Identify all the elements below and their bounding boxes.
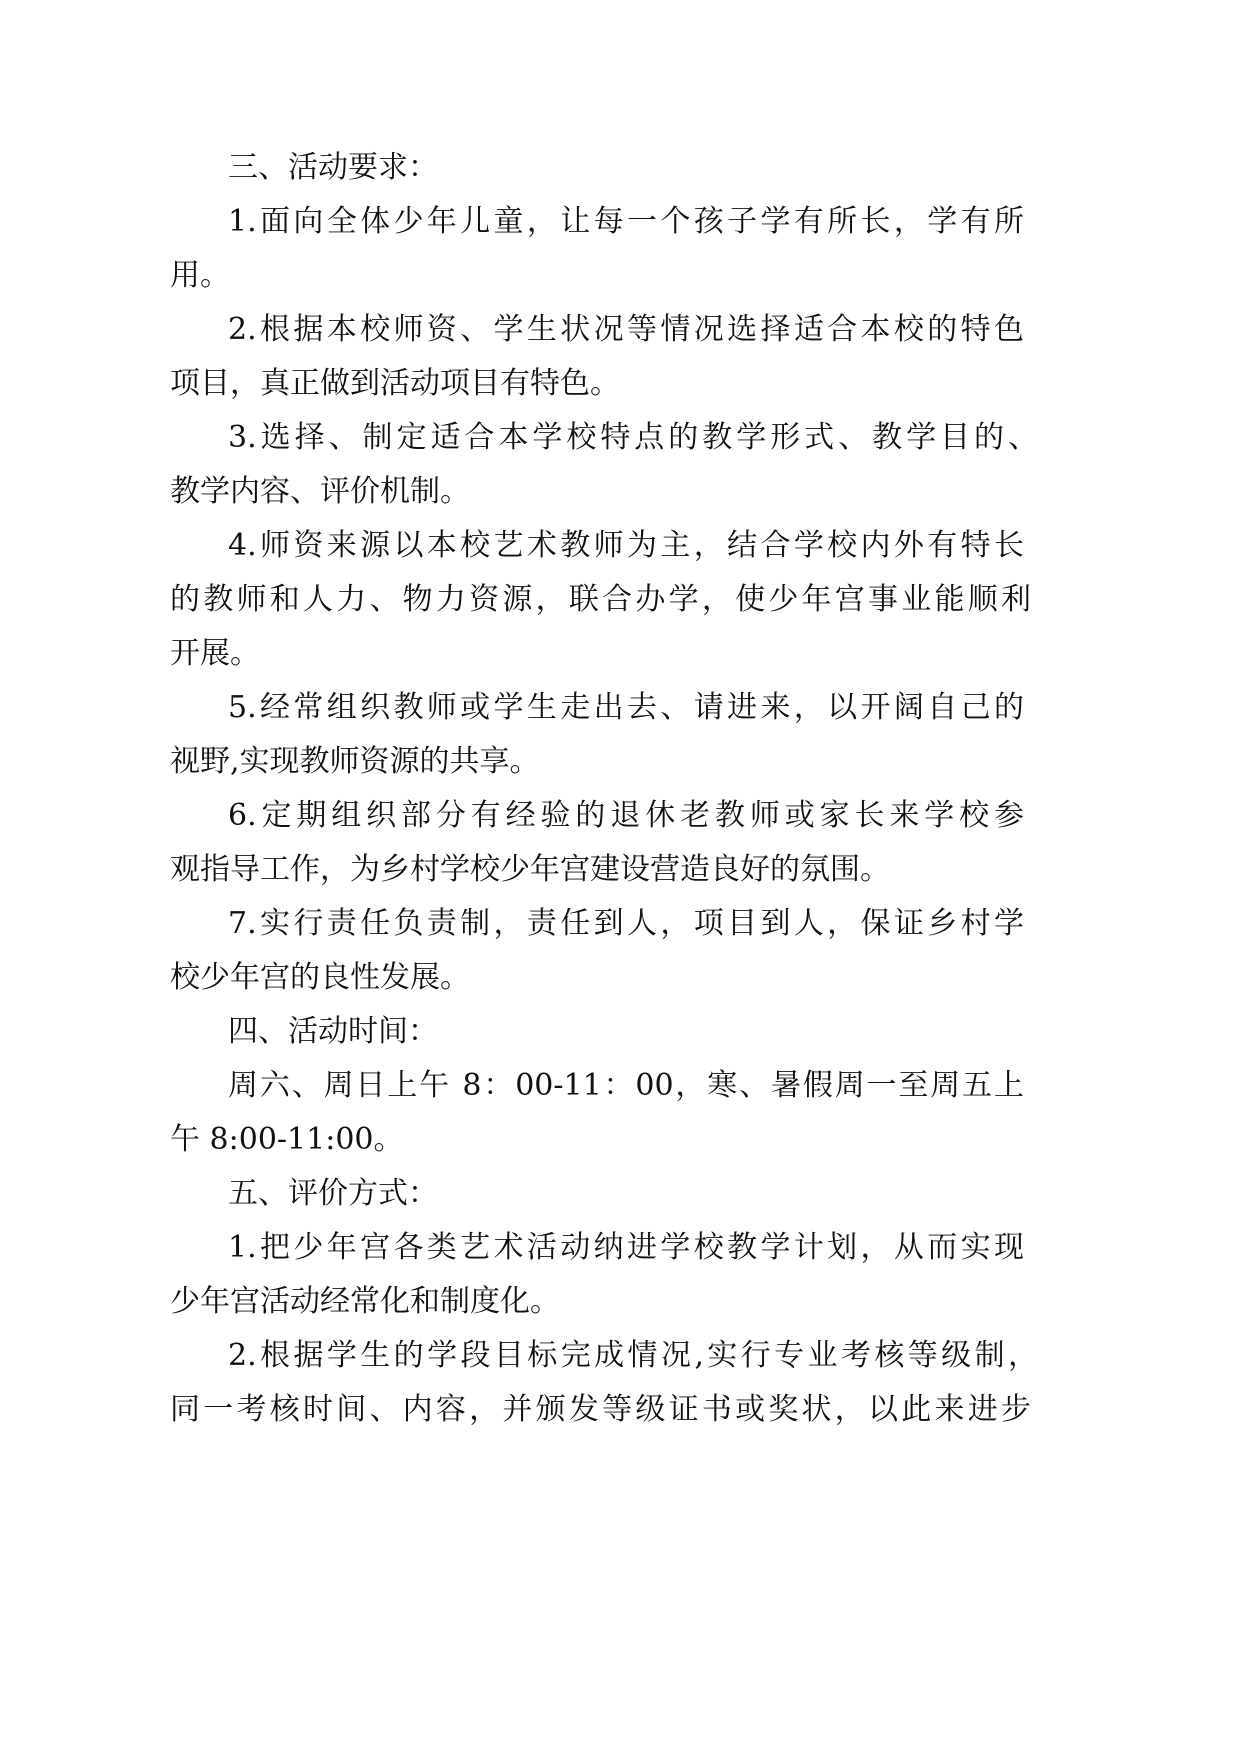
evaluation-2-line-1: 2.根据学生的学段目标完成情况,实行专业考核等级制， bbox=[228, 1338, 1038, 1373]
evaluation-1-line-2: 少年宫活动经常化和制度化。 bbox=[170, 1284, 560, 1319]
requirement-1-line-1: 1.面向全体少年儿童，让每一个孩子学有所长，学有所 bbox=[228, 204, 1024, 239]
requirement-6-line-1: 6.定期组织部分有经验的退休老教师或家长来学校参 bbox=[228, 798, 1024, 833]
evaluation-2-line-2: 同一考核时间、内容，并颁发等级证书或奖状，以此来进步 bbox=[170, 1392, 1031, 1427]
requirement-4-line-1: 4.师资来源以本校艺术教师为主，结合学校内外有特长 bbox=[228, 528, 1024, 563]
requirement-2-line-2: 项目，真正做到活动项目有特色。 bbox=[170, 366, 620, 401]
requirement-5-line-2: 视野,实现教师资源的共享。 bbox=[170, 744, 540, 779]
requirement-3-line-2: 教学内容、评价机制。 bbox=[170, 474, 470, 509]
requirement-7-line-1: 7.实行责任负责制，责任到人，项目到人，保证乡村学 bbox=[228, 906, 1024, 941]
requirement-4-line-3: 开展。 bbox=[170, 636, 260, 671]
section-heading-evaluation: 五、评价方式： bbox=[228, 1176, 438, 1211]
section-heading-requirements: 三、活动要求： bbox=[228, 150, 438, 185]
activity-time-line-1: 周六、周日上午 8：00-11：00，寒、暑假周一至周五上 bbox=[228, 1068, 1024, 1103]
section-heading-time: 四、活动时间： bbox=[228, 1014, 438, 1049]
activity-time-line-2: 午 8:00-11:00。 bbox=[170, 1122, 404, 1157]
requirement-2-line-1: 2.根据本校师资、学生状况等情况选择适合本校的特色 bbox=[228, 312, 1024, 347]
requirement-6-line-2: 观指导工作，为乡村学校少年宫建设营造良好的氛围。 bbox=[170, 852, 890, 887]
requirement-7-line-2: 校少年宫的良性发展。 bbox=[170, 960, 470, 995]
evaluation-1-line-1: 1.把少年宫各类艺术活动纳进学校教学计划，从而实现 bbox=[228, 1230, 1024, 1265]
requirement-3-line-1: 3.选择、制定适合本学校特点的教学形式、教学目的、 bbox=[228, 420, 1038, 455]
requirement-5-line-1: 5.经常组织教师或学生走出去、请进来，以开阔自己的 bbox=[228, 690, 1024, 725]
requirement-1-line-2: 用。 bbox=[170, 258, 230, 293]
requirement-4-line-2: 的教师和人力、物力资源，联合办学，使少年宫事业能顺利 bbox=[170, 582, 1031, 617]
